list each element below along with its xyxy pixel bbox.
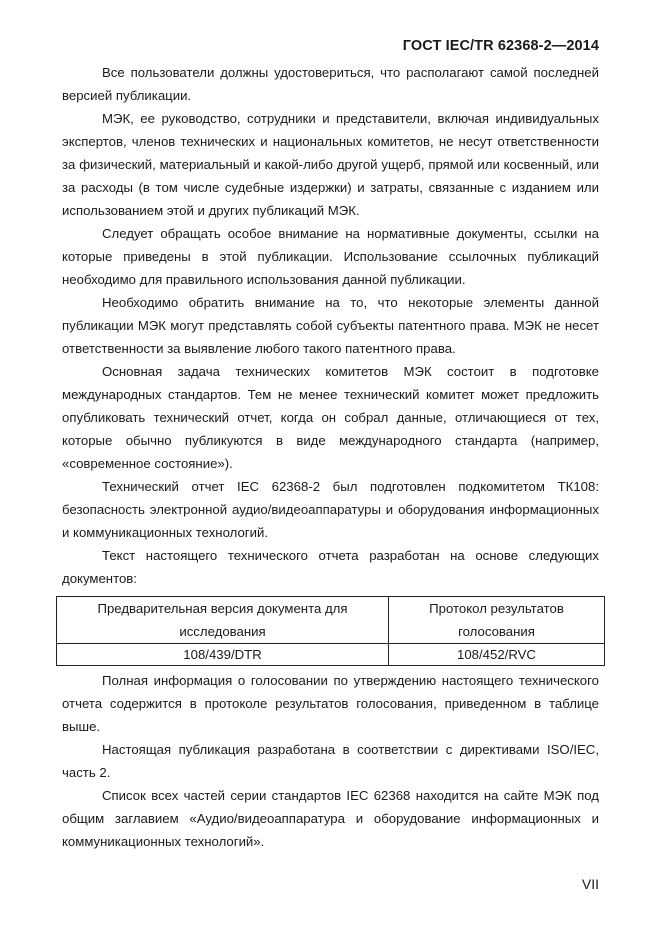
table-header-row [57,597,605,644]
table-header-cell: Предварительная версия документа для исследования [57,597,389,644]
paragraph: Следует обращать особое внимание на нормативные документы, ссылки на которые приведены в этой публикации. Использование ссылочных публикаций необходимо для правильного использования данной публикации. [62,226,599,287]
table-header-cell: Протокол результатов голосования [389,597,605,644]
paragraph: Текст настоящего технического отчета разработан на основе следующих документов: [62,548,599,586]
paragraph: Необходимо обратить внимание на то, что некоторые элементы данной публикации МЭК могут представлять собой субъекты патентного права. МЭК не несет ответственности за выявление любого такого патентного права. [62,295,599,356]
paragraph: Технический отчет IEC 62368-2 был подготовлен подкомитетом ТК108: безопасность электронной аудио/видеоаппаратуры и оборудования информационных и коммуникационных технологий. [62,479,599,540]
table-cell: 108/439/DTR [57,644,389,666]
voting-table [56,596,605,666]
table-row [57,644,605,666]
paragraph: Настоящая публикация разработана в соответствии с директивами ISO/IEC, часть 2. [62,742,599,780]
paragraph: Список всех частей серии стандартов IEC 62368 находится на сайте МЭК под общим заглавием «Аудио/видеоаппаратура и оборудование информационных и коммуникационных технологий». [62,788,599,849]
document-header: ГОСТ IEC/TR 62368-2—2014 [402,38,599,54]
document-body [62,61,599,853]
table-cell: 108/452/RVC [389,644,605,666]
paragraph: Полная информация о голосовании по утверждению настоящего технического отчета содержится в протоколе результатов голосования, приведенном в таблице выше. [62,673,599,734]
paragraph: Все пользователи должны удостовериться, что располагают самой последней версией публикации. [62,65,599,103]
paragraph: Основная задача технических комитетов МЭК состоит в подготовке международных стандартов. Тем не менее технический комитет может предложить опубликовать технический отчет, когда он собрал данные, отличающиеся от тех, которые обычно публикуются в виде международного стандарта (например, «современное состояние»). [62,364,599,471]
paragraph: МЭК, ее руководство, сотрудники и представители, включая индивидуальных экспертов, членов технических и национальных комитетов, не несут ответственности за физический, материальный и какой-либо другой ущерб, прямой или косвенный, или за расходы (в том числе судебные издержки) и затраты, связанные с изданием или использованием этой и других публикаций МЭК. [62,111,599,218]
page-number: VII [581,876,599,892]
